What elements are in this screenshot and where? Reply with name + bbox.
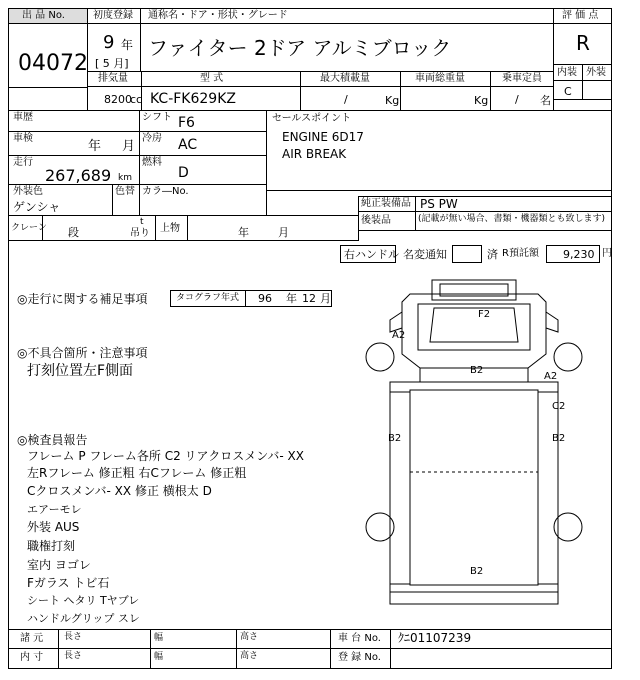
name-label: 通称名・ドア・形状・グレード (148, 10, 288, 21)
defects-line-1: 打刻位置左F側面 (27, 363, 134, 379)
r-deposit-unit: 円 (602, 248, 612, 259)
lot-number: 04072 (18, 51, 88, 76)
diagram-mark-b2-rear: B2 (470, 566, 484, 577)
cc-unit: cc (130, 93, 143, 106)
shift-value: F6 (178, 115, 195, 131)
driving-notes-title: ◎走行に関する補足事項 (17, 292, 148, 306)
naiju-label: 内 寸 (20, 652, 44, 663)
toroku-label: 登 録 No. (338, 652, 381, 663)
cc-label: 排気量 (98, 73, 128, 84)
crane-dan: 段 (68, 226, 79, 239)
mileage-unit: km (118, 173, 132, 183)
ac-value: AC (178, 137, 198, 153)
fuel-label: 燃料 (142, 157, 162, 168)
reg-year-unit: 年 (121, 38, 134, 52)
fuel-value: D (178, 165, 189, 181)
inspector-line-4: エアーモレ (27, 503, 82, 516)
chassis-value: ｸﾆ01107239 (398, 631, 472, 645)
genuine-value: PS PW (420, 197, 458, 211)
capacity-unit: 名 (540, 94, 551, 107)
sales-point-label: セールスポイント (272, 113, 352, 124)
vehicle-name: ファイター 2ドア アルミブロック (148, 36, 452, 60)
inspection-month: 月 (122, 139, 136, 154)
handle-value: 右ハンドル (344, 248, 399, 261)
ext-color-value: ゲンシャ (13, 200, 61, 214)
diagram-mark-a2-right: A2 (544, 371, 558, 382)
meihen-box (452, 245, 482, 263)
sales-point-line-2: AIR BREAK (282, 147, 347, 161)
mileage-value: 267,689 (45, 166, 112, 185)
lot-label: 出 品 No. (22, 10, 65, 21)
joyo-month: 月 (278, 226, 289, 239)
crane-row (8, 215, 359, 241)
aftermarket-note: (記載が無い場合、書類・機器類とも致します) (418, 214, 606, 224)
diagram-mark-b2-right: B2 (552, 433, 566, 444)
gross-label: 車両総重量 (415, 73, 465, 84)
grade-label: 評 価 点 (562, 10, 599, 21)
joyo-label: 上物 (160, 223, 180, 234)
naiju-naga: 長さ (64, 651, 83, 661)
inspector-line-1: フレーム P フレーム各所 C2 リアクロスメンバ- XX (27, 449, 304, 463)
inspector-line-3: Cクロスメンバ- XX 修正 横根太 D (27, 484, 212, 498)
reg-label: 初度登録 (93, 10, 133, 21)
shift-label: シフト (142, 112, 172, 123)
history-label: 車歴 (13, 112, 33, 123)
ext-color-label: 外装色 (13, 186, 43, 197)
tacho-month-unit: 月 (320, 292, 331, 305)
shoyu-label: 諸 元 (20, 633, 44, 644)
tacho-year-unit: 年 (286, 292, 297, 305)
shoyu-taka: 高さ (240, 632, 259, 642)
grade-value: R (576, 31, 590, 55)
chassis-label: 車 台 No. (338, 633, 381, 644)
exterior-value-cell (582, 80, 612, 100)
tacho-label: タコグラフ年式 (176, 293, 240, 303)
inspector-line-2: 左Rフレーム 修正粗 右Cフレーム 修正粗 (27, 466, 247, 480)
ac-label: 冷房 (142, 133, 162, 144)
reg-month: [ 5 月] (95, 57, 129, 70)
shoyu-haba: 幅 (154, 633, 164, 643)
meihen-sai: 済 (487, 248, 498, 261)
interior-label: 内装 (557, 67, 577, 78)
inspector-line-8: Fガラス トビ石 (27, 576, 110, 590)
inspector-line-6: 職権打刻 (27, 539, 76, 553)
crane-ton: t (140, 217, 144, 227)
tacho-month: 12 (302, 292, 316, 305)
inspector-line-5: 外装 AUS (27, 520, 80, 534)
defects-title: ◎不具合箇所・注意事項 (17, 346, 148, 360)
crane-label: クレーン (11, 223, 47, 233)
naiju-haba: 幅 (154, 652, 164, 662)
aftermarket-label: 後装品 (361, 215, 391, 226)
diagram-mark-b2-left: B2 (388, 433, 402, 444)
capacity-label: 乗車定員 (502, 73, 542, 84)
meihen-label: 名変通知 (403, 248, 447, 261)
mileage-label: 走行 (13, 157, 33, 168)
inspector-line-10: ハンドルグリップ スレ (27, 612, 140, 625)
naiju-taka: 高さ (240, 651, 259, 661)
sales-point-line-1: ENGINE 6D17 (282, 130, 364, 144)
genuine-label: 純正装備品 (361, 198, 411, 209)
interior-value: C (564, 85, 572, 98)
inspector-line-9: シート ヘタリ Tヤブレ (27, 594, 140, 607)
inspection-year: 年 (88, 139, 102, 154)
r-deposit-value: 9,230 (563, 248, 595, 261)
exterior-label: 外装 (586, 67, 606, 78)
maxload-label: 最大積載量 (320, 73, 370, 84)
inspection-label: 車検 (13, 133, 33, 144)
type-label: 型 式 (200, 73, 224, 84)
cc-value: 8200 (104, 93, 132, 106)
diagram-mark-f2: F2 (478, 309, 491, 320)
diagram-mark-a2-left: A2 (392, 330, 406, 341)
maxload-slash: / (344, 93, 348, 106)
inspector-title: ◎検査員報告 (17, 433, 88, 447)
r-deposit-label: R預託額 (502, 248, 539, 259)
joyo-year: 年 (238, 226, 249, 239)
color-no-label: カラ―No. (142, 186, 189, 197)
tacho-year: 96 (258, 292, 272, 305)
diagram-mark-c2: C2 (552, 401, 566, 412)
gross-unit: Kg (474, 94, 489, 107)
capacity-slash: / (515, 93, 519, 106)
crane-tsuri: 吊り (130, 228, 150, 239)
shoyu-naga: 長さ (64, 632, 83, 642)
inspector-line-7: 室内 ヨゴレ (27, 558, 91, 572)
type-value: KC-FK629KZ (150, 91, 236, 107)
reg-year: 9 (103, 32, 115, 53)
maxload-unit: Kg (385, 94, 400, 107)
color-change-label: 色替 (115, 186, 135, 197)
diagram-mark-b2-cab: B2 (470, 365, 484, 376)
